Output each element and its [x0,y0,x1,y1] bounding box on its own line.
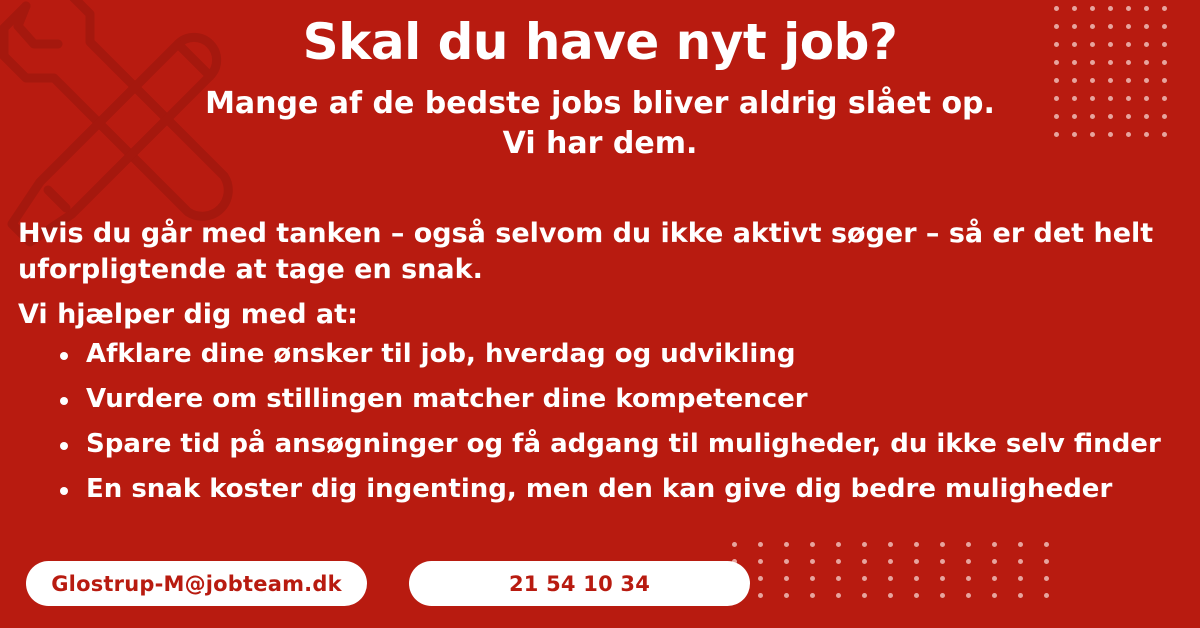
bullets-lead-in: Vi hjælper dig med at: [18,299,358,331]
intro-paragraph: Hvis du går med tanken – også selvom du ikke aktivt søger – så er det helt uforpligtende at tage en snak. [18,218,1154,285]
subheadline-line-2: Vi har dem. [502,126,698,161]
phone-pill[interactable]: 21 54 10 34 [409,561,750,606]
list-item: Spare tid på ansøgninger og få adgang til muligheder, du ikke selv finder [54,431,1183,457]
page-title: Skal du have nyt job? [302,13,898,71]
list-item: En snak koster dig ingenting, men den kan give dig bedre muligheder [54,476,1183,502]
contact-row [26,561,750,606]
list-item: Vurdere om stillingen matcher dine kompetencer [54,386,1183,412]
body-block [18,216,1183,521]
dot-grid-bottom-right-icon [732,542,1070,610]
subheadline [0,84,1200,165]
subheadline-line-1: Mange af de bedste jobs bliver aldrig slået op. [205,85,995,121]
benefits-list [18,338,1183,504]
headline-block [0,14,1200,165]
list-item: Afklare dine ønsker til job, hverdag og udvikling [54,341,1183,367]
email-pill[interactable]: Glostrup-M@jobteam.dk [26,561,367,606]
